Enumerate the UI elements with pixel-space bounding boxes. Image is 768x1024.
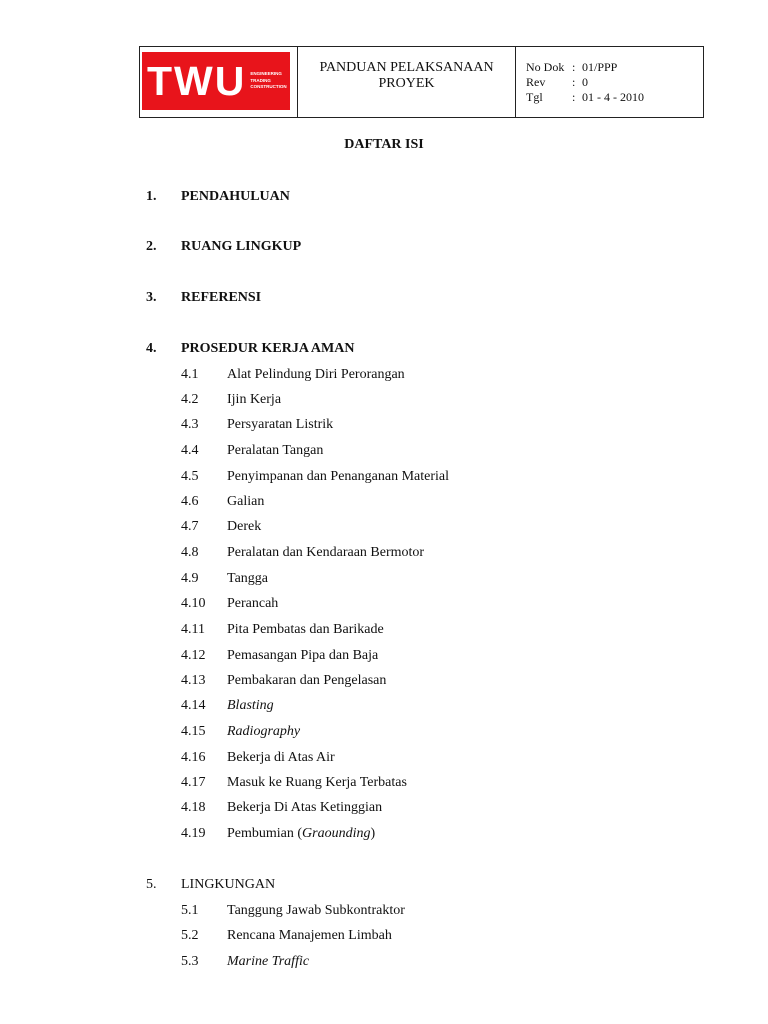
subitem-title: Blasting [227, 698, 274, 713]
subitem-title-italic: Graounding [302, 826, 371, 841]
section-title: PROSEDUR KERJA AMAN [181, 341, 355, 356]
subitem-number: 4.16 [181, 750, 206, 765]
meta-value: 0 [582, 75, 588, 89]
subitem-number: 5.3 [181, 954, 199, 969]
subitem-title: Derek [227, 519, 262, 534]
subitem-number: 4.13 [181, 673, 206, 688]
subitem-number: 4.15 [181, 724, 206, 739]
logo-cell [140, 47, 298, 117]
subitem-title: Penyimpanan dan Penanganan Material [227, 469, 449, 484]
logo-text: TWU [147, 57, 247, 104]
subitem-title: Bekerja Di Atas Ketinggian [227, 800, 383, 815]
subitem-number: 4.12 [181, 648, 206, 663]
header-title-cell [298, 47, 516, 117]
logo-subtitle-line: TRADING [250, 77, 271, 83]
subitem-number: 4.2 [181, 392, 199, 407]
meta-row-doc-number [526, 60, 703, 75]
subitem-title: Masuk ke Ruang Kerja Terbatas [227, 775, 407, 790]
subitem-number: 4.4 [181, 443, 199, 458]
subitem-number: 4.8 [181, 545, 199, 560]
subitem-number: 4.10 [181, 596, 206, 611]
section-title: REFERENSI [181, 290, 262, 305]
section-title: RUANG LINGKUP [181, 239, 302, 254]
section-number: 2. [146, 239, 157, 254]
subitem-number: 4.1 [181, 367, 199, 382]
subitem-title: Persyaratan Listrik [227, 417, 334, 432]
section-number: 3. [146, 290, 157, 305]
subitem-title: Peralatan Tangan [227, 443, 324, 458]
subitem-number: 4.7 [181, 519, 199, 534]
subitem-title: Tanggung Jawab Subkontraktor [227, 903, 405, 918]
meta-sep: : [572, 60, 576, 74]
subitem-title-suffix: ) [370, 826, 376, 841]
subitem-title: Rencana Manajemen Limbah [227, 928, 392, 943]
section-title: PENDAHULUAN [181, 189, 290, 204]
meta-row-date [526, 90, 703, 105]
meta-value: 01/PPP [582, 60, 618, 74]
meta-sep: : [572, 90, 576, 104]
subitem-title: Marine Traffic [227, 954, 310, 969]
meta-key: Tgl [526, 90, 543, 104]
subitem-number: 5.1 [181, 903, 199, 918]
subitem-number: 4.3 [181, 417, 199, 432]
meta-value: 01 - 4 - 2010 [582, 90, 644, 104]
subitem-title: Pembakaran dan Pengelasan [227, 673, 387, 688]
subitem-title [227, 826, 375, 842]
subitem-title: Peralatan dan Kendaraan Bermotor [227, 545, 425, 560]
subitem-number: 4.19 [181, 826, 206, 841]
subitem-title: Bekerja di Atas Air [227, 750, 335, 765]
section-title: LINGKUNGAN [181, 877, 276, 892]
subitem-title: Pemasangan Pipa dan Baja [227, 648, 379, 663]
subitem-title-prefix: Pembumian ( [227, 826, 303, 841]
section-number: 5. [146, 877, 157, 892]
subitem-number: 4.11 [181, 622, 205, 637]
logo-subtitle [250, 71, 286, 91]
header-title-line1: PANDUAN PELAKSANAAN [319, 60, 494, 75]
subitem-number: 4.6 [181, 494, 199, 509]
meta-key: Rev [526, 75, 546, 89]
subitem-title: Pita Pembatas dan Barikade [227, 622, 384, 637]
document-header [139, 46, 704, 118]
subitem-number: 4.5 [181, 469, 199, 484]
subitem-title: Perancah [227, 596, 279, 611]
section-number: 4. [146, 341, 157, 356]
subitem-title: Ijin Kerja [227, 392, 282, 407]
logo-subtitle-line: CONSTRUCTION [250, 84, 287, 90]
subitem-number: 5.2 [181, 928, 199, 943]
subitem-title: Galian [227, 494, 265, 509]
meta-row-revision [526, 75, 703, 90]
page-title: DAFTAR ISI [344, 137, 424, 152]
meta-key: No Dok [526, 60, 565, 74]
subitem-number: 4.17 [181, 775, 206, 790]
section-number: 1. [146, 189, 157, 204]
twu-logo [142, 52, 290, 110]
meta-sep: : [572, 75, 576, 89]
subitem-title: Tangga [227, 571, 269, 586]
logo-subtitle-line: ENGINEERING [250, 71, 282, 77]
subitem-title: Alat Pelindung Diri Perorangan [227, 367, 405, 382]
header-title-line2: PROYEK [378, 76, 435, 91]
subitem-title: Radiography [227, 724, 301, 739]
subitem-number: 4.18 [181, 800, 206, 815]
header-meta-cell [516, 47, 703, 117]
subitem-number: 4.14 [181, 698, 206, 713]
subitem-number: 4.9 [181, 571, 199, 586]
